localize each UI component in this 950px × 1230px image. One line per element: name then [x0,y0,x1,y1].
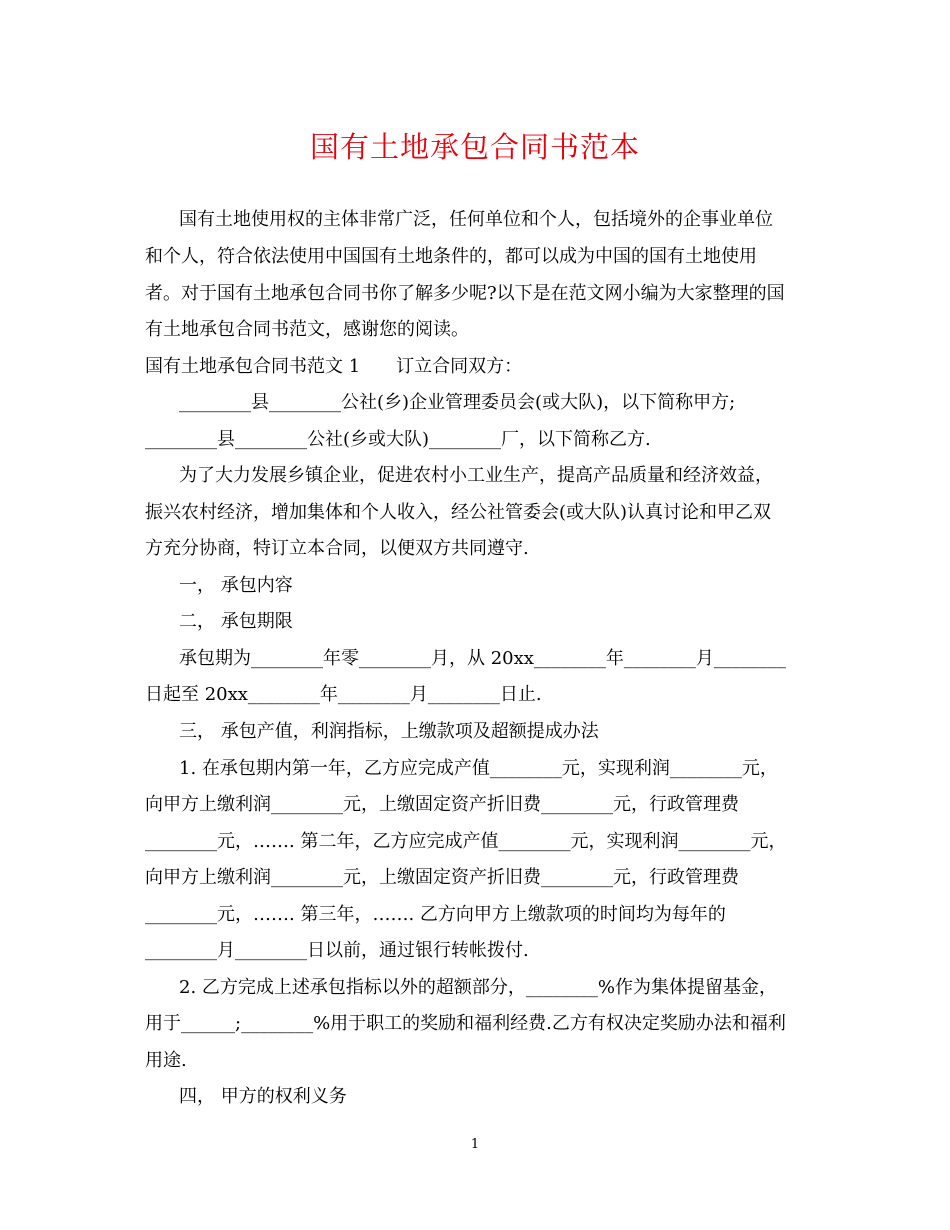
clause-2-line-1: 2. 乙方完成上述承包指标以外的超额部分，________%作为集体提留基金， [179,977,777,998]
section-heading-1: 一， 承包内容 [179,575,293,596]
clause-2-line-2: 用于______;________%用于职工的奖励和福利经费.乙方有权决定奖励办法和福利 [145,1013,786,1034]
contract-heading: 国有土地承包合同书范文 1 订立合同双方： [145,356,523,377]
body-line-10: 方充分协商，特订立本合同，以便双方共同遵守. [145,538,529,559]
clause-2-line-3: 用途. [145,1050,187,1071]
body-line-9: 振兴农村经济，增加集体和个人收入，经公社管委会(或大队)认真讨论和甲乙双 [145,502,772,523]
clause-1-line-3: ________元，……. 第二年，乙方应完成产值________元，实现利润________元， [145,831,787,852]
clause-1-line-5: ________元，……. 第三年，……. 乙方向甲方上缴款项的时间均为每年的 [145,904,726,925]
term-line-1: 承包期为________年零________月，从 20xx________年________月________ [179,648,786,669]
section-heading-4: 四， 甲方的权利义务 [179,1086,347,1107]
body-line-2: 和个人，符合依法使用中国国有土地条件的，都可以成为中国的国有土地使用 [145,246,757,267]
clause-1-line-6: ________月________日以前，通过银行转帐拨付. [145,940,529,961]
page-number: 1 [470,1137,480,1152]
party-b-line: ________县________公社(乡或大队)________厂，以下简称乙方. [145,429,651,450]
body-line-4: 有土地承包合同书范文，感谢您的阅读。 [145,319,469,340]
body-line-1: 国有土地使用权的主体非常广泛，任何单位和个人，包括境外的企事业单位 [179,209,773,230]
clause-1-line-2: 向甲方上缴利润________元，上缴固定资产折旧费________元，行政管理费 [145,794,739,815]
clause-1-line-4: 向甲方上缴利润________元，上缴固定资产折旧费________元，行政管理费 [145,867,739,888]
section-heading-2: 二， 承包期限 [179,611,293,632]
body-line-3: 者。对于国有土地承包合同书你了解多少呢?以下是在范文网小编为大家整理的国 [145,283,785,304]
term-line-2: 日起至 20xx________年________月________日止. [145,684,542,705]
section-heading-3: 三， 承包产值，利润指标，上缴款项及超额提成办法 [179,721,599,742]
body-line-8: 为了大力发展乡镇企业，促进农村小工业生产，提高产品质量和经济效益， [179,465,773,486]
party-a-line: ________县________公社(乡)企业管理委员会(或大队)，以下简称甲方; [179,392,736,413]
clause-1-line-1: 1. 在承包期内第一年，乙方应完成产值________元，实现利润________元， [179,758,778,779]
page-title: 国有土地承包合同书范本 [309,130,640,164]
